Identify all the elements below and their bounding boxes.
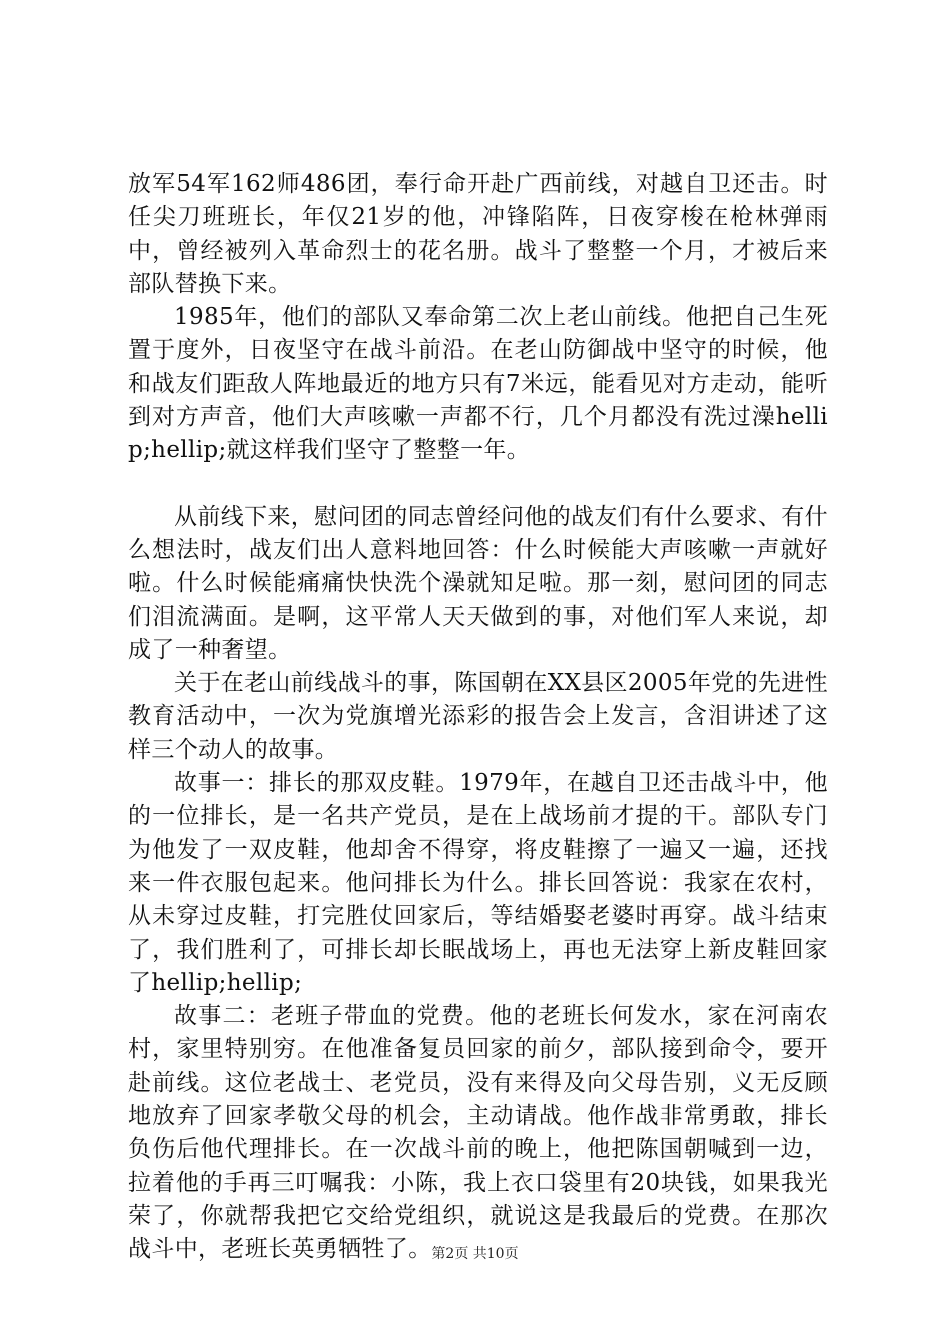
paragraph-4: 关于在老山前线战斗的事，陈国朝在XX县区2005年党的先进性教育活动中，一次为党旗增光添彩的报告会上发言，含泪讲述了这样三个动人的故事。	[128, 670, 828, 763]
paragraph-1: 放军54军162师486团，奉行命开赴广西前线，对越自卫还击。时任尖刀班班长，年仅21岁的他，冲锋陷阵，日夜穿梭在枪林弹雨中，曾经被列入革命烈士的花名册。战斗了整整一个月，才被后来部队替换下来。	[128, 171, 828, 297]
paragraph-6: 故事二：老班子带血的党费。他的老班长何发水，家在河南农村，家里特别穷。在他准备复员回家的前夕，部队接到命令，要开赴前线。这位老战士、老党员，没有来得及向父母告别，义无反顾地放弃了回家孝敬父母的机会，主动请战。他作战非常勇敢，排长负伤后他代理排长。在一次战斗前的晚上，他把陈国朝喊到一边，拉着他的手再三叮嘱我：小陈，我上衣口袋里有20块钱，如果我光荣了，你就帮我把它交给党组织，就说这是我最后的党费。在那次战斗中，老班长英勇牺牲了。	[128, 1003, 828, 1263]
paragraph-5: 故事一：排长的那双皮鞋。1979年，在越自卫还击战斗中，他的一位排长，是一名共产党员，是在上战场前才提的干。部队专门为他发了一双皮鞋，他却舍不得穿，将皮鞋擦了一遍又一遍，还找来一件衣服包起来。他问排长为什么。排长回答说：我家在农村，从未穿过皮鞋，打完胜仗回家后，等结婚娶老婆时再穿。战斗结束了，我们胜利了，可排长却长眠战场上，再也无法穿上新皮鞋回家了hellip;hellip;	[128, 770, 828, 996]
page-number-footer: 第2页 共10页	[431, 1246, 519, 1262]
paragraph-2: 1985年，他们的部队又奉命第二次上老山前线。他把自己生死置于度外，日夜坚守在战斗前沿。在老山防御战中坚守的时候，他和战友们距敌人阵地最近的地方只有7米远，能看见对方走动，能听到对方声音，他们大声咳嗽一声都不行，几个月都没有洗过澡hellip;hellip;就这样我们坚守了整整一年。	[128, 304, 828, 464]
document-body	[128, 168, 828, 1267]
paragraph-3: 从前线下来，慰问团的同志曾经问他的战友们有什么要求、有什么想法时，战友们出人意料地回答：什么时候能大声咳嗽一声就好啦。什么时候能痛痛快快洗个澡就知足啦。那一刻，慰问团的同志们泪流满面。是啊，这平常人天天做到的事，对他们军人来说，却成了一种奢望。	[128, 503, 828, 663]
paragraph-gap	[128, 468, 828, 501]
